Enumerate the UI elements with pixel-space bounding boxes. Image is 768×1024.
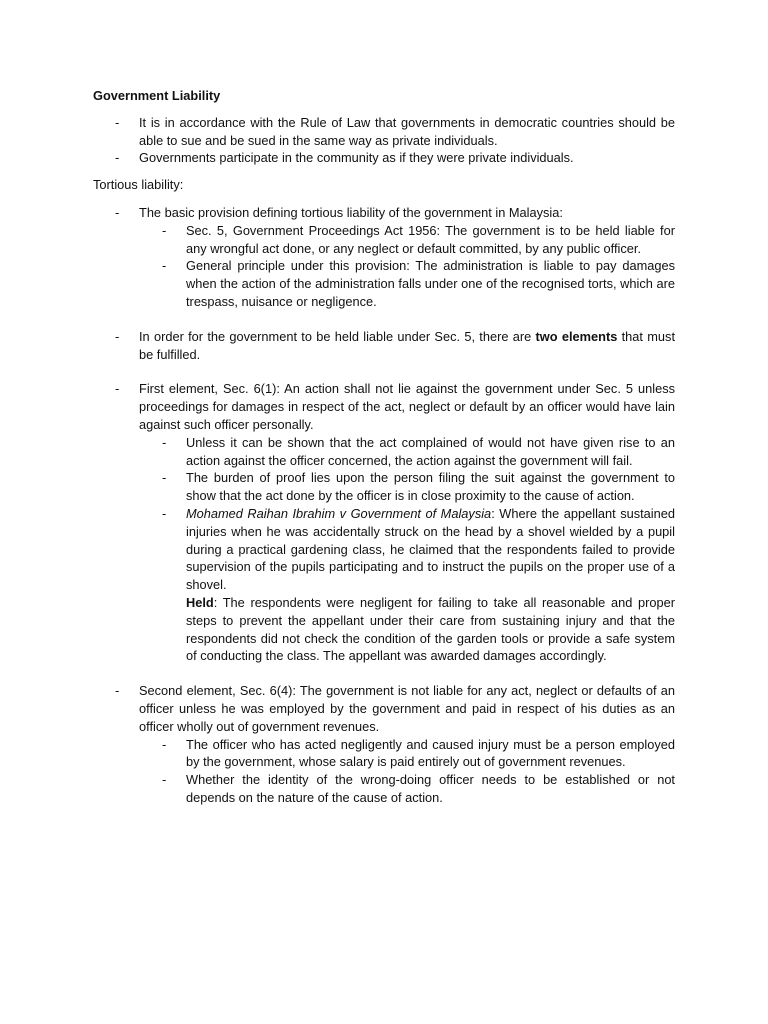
first-element-text: First element, Sec. 6(1): An action shall not lie against the government under Sec. 5 unless proceedings for damages in respect of the act, neglect or default by an officer would have lain against such officer personally. <box>139 381 675 432</box>
page-title: Government Liability <box>93 88 221 103</box>
dash-bullet: - <box>115 328 120 344</box>
sub-item-text: The burden of proof lies upon the person filing the suit against the government to show that the act done by the officer is in close proximity to the cause of action. <box>186 470 675 504</box>
intro-text: It is in accordance with the Rule of Law that governments in democratic countries should be able to sue and be sued in the same way as private individuals. <box>139 114 675 148</box>
held-paragraph <box>93 594 675 665</box>
sub-item-text: Whether the identity of the wrong-doing officer needs to be established or not depends on the nature of the cause of action. <box>186 772 675 805</box>
sub-item-text: The officer who has acted negligently and caused injury must be a person employed by the government, whose salary is paid entirely out of government revenues. <box>186 736 675 770</box>
case-name: Mohamed Raihan Ibrahim v Government of Malaysia <box>186 505 492 521</box>
document-body <box>93 87 675 807</box>
spacer <box>93 665 675 682</box>
dash-bullet: - <box>115 114 120 130</box>
dash-bullet: - <box>115 150 120 166</box>
sub-item <box>93 222 675 258</box>
dash-bullet: - <box>162 736 167 752</box>
two-elements-item <box>93 328 675 364</box>
sub-item <box>93 469 675 505</box>
intro-text: Governments participate in the community as if they were private individuals. <box>139 150 574 166</box>
basic-provision-text: The basic provision defining tortious liability of the government in Malaysia: <box>139 204 563 220</box>
first-element-item <box>93 380 675 433</box>
sub-item <box>93 257 675 310</box>
intro-item <box>93 149 675 167</box>
spacer <box>93 363 675 380</box>
sub-item-text: General principle under this provision: The administration is liable to pay damages when the action of the administration falls under one of the recognised torts, which are trespass, nuisance or negligence. <box>186 258 675 309</box>
held-label: Held <box>186 594 214 610</box>
sub-item <box>93 736 675 772</box>
section-heading: Tortious liability: <box>93 177 184 193</box>
sub-item-text: Sec. 5, Government Proceedings Act 1956: The government is to be held liable for any wrongful act done, or any neglect or default committed, by any public officer. <box>186 222 675 256</box>
dash-bullet: - <box>162 505 167 521</box>
two-elements-text-after: that must be fulfilled. <box>139 328 675 362</box>
dash-bullet: - <box>162 434 167 450</box>
second-element-item <box>93 682 675 735</box>
spacer <box>93 311 675 328</box>
dash-bullet: - <box>162 222 167 238</box>
second-element-text: Second element, Sec. 6(4): The government is not liable for any act, neglect or defaults of an officer unless he was employed by the government and paid in respect of his duties as an officer wholly out of government revenues. <box>139 683 675 734</box>
held-text: : The respondents were negligent for failing to take all reasonable and proper steps to prevent the appellant under their care from sustaining injury and that the respondents did not check the condition of the garden tools or provide a safe system of conducting the class. The appellant was awarded damages accordingly. <box>186 594 675 664</box>
case-item <box>93 505 675 594</box>
sub-item <box>93 434 675 470</box>
dash-bullet: - <box>162 258 167 274</box>
dash-bullet: - <box>115 683 120 699</box>
two-elements-text-before: In order for the government to be held liable under Sec. 5, there are <box>139 328 536 344</box>
intro-item <box>93 114 675 150</box>
sub-item <box>93 771 675 807</box>
dash-bullet: - <box>162 470 167 486</box>
sub-item-text: Unless it can be shown that the act complained of would not have given rise to an action against the officer concerned, the action against the government will fail. <box>186 434 675 468</box>
basic-provision-item <box>93 204 675 222</box>
dash-bullet: - <box>115 381 120 397</box>
case-text: : Where the appellant sustained injuries when he was accidentally struck on the head by a shovel wielded by a pupil during a practical gardening class, he claimed that the respondents failed to provide supervision of the pupils participating and to instruct the pupils on the proper use of a shovel. <box>186 505 675 593</box>
two-elements-bold: two elements <box>535 328 618 344</box>
dash-bullet: - <box>162 772 167 788</box>
dash-bullet: - <box>115 204 120 220</box>
